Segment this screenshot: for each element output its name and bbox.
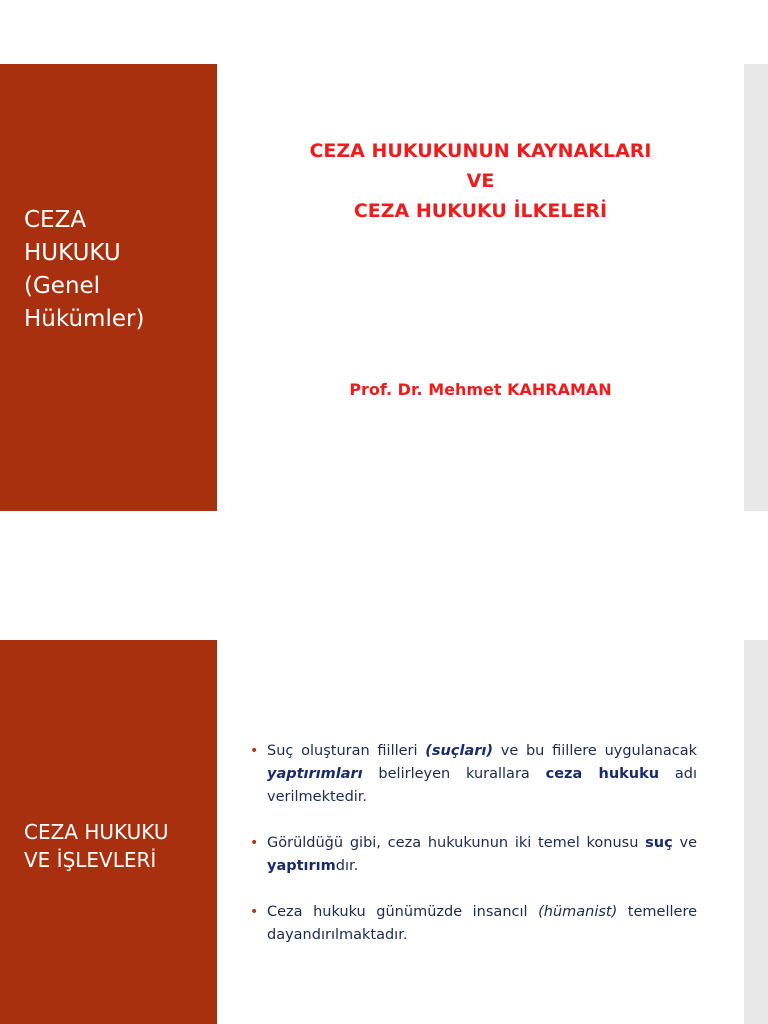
bullet-text: Görüldüğü gibi, ceza hukukunun iki temel konusu	[267, 835, 646, 851]
bullet-text: ve bu fiillere uygulanacak	[492, 743, 697, 759]
right-edge-strip	[744, 640, 768, 1024]
bullet-keyword: yaptırımları	[267, 766, 363, 782]
bullet-keyword: (suçları)	[425, 743, 493, 759]
bullet-item	[250, 901, 697, 947]
bullet-list	[250, 740, 697, 970]
bullet-text: adı verilmektedir.	[267, 766, 698, 805]
bullet-dot-icon: •	[250, 904, 259, 920]
slide-title-line-2: VE	[466, 170, 495, 192]
bullet-dot-icon: •	[250, 743, 259, 759]
right-edge-strip	[744, 64, 768, 511]
bullet-text: Suç oluşturan fiilleri	[267, 743, 426, 759]
bullet-keyword: ceza hukuku	[545, 766, 660, 782]
bullet-keyword: suç	[645, 835, 673, 851]
side-panel	[0, 64, 217, 511]
slide-title	[217, 136, 744, 226]
bullet-keyword: yaptırım	[267, 858, 336, 874]
bullet-text: Ceza hukuku günümüzde insancıl	[267, 904, 539, 920]
section-title: CEZA HUKUKU VE İŞLEVLERİ	[24, 820, 169, 872]
bullet-item	[250, 832, 697, 878]
bullet-keyword: (hümanist)	[538, 904, 618, 920]
bullet-text: belirleyen kurallara	[362, 766, 546, 782]
slide-title-line-3: CEZA HUKUKU İLKELERİ	[353, 200, 608, 222]
slide-2	[0, 640, 768, 1024]
side-panel	[0, 640, 217, 1024]
bullet-text: ve	[672, 835, 697, 851]
bullet-text: temellere dayandırılmaktadır.	[267, 904, 698, 943]
bullet-item	[250, 740, 697, 809]
slide-title-line-1: CEZA HUKUKUNUN KAYNAKLARI	[309, 140, 652, 162]
author-name: Prof. Dr. Mehmet KAHRAMAN	[349, 380, 612, 399]
slide-1	[0, 64, 768, 511]
bullet-text: dır.	[335, 858, 359, 874]
section-title: CEZA HUKUKU (Genel Hükümler)	[24, 207, 145, 332]
bullet-dot-icon: •	[250, 835, 259, 851]
